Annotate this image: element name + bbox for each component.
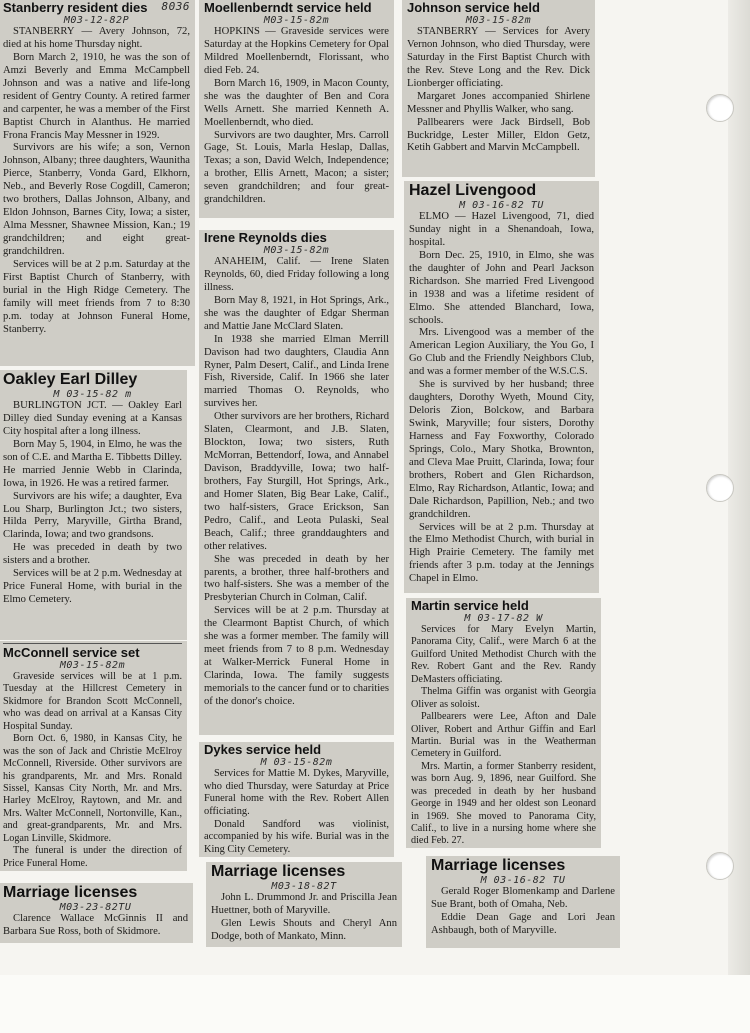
paragraph: Margaret Jones accompanied Shirlene Messner and Phyllis Walker, who sang. bbox=[407, 90, 590, 115]
paragraph: Mrs. Livengood was a member of the American Legion Auxiliary, the You Go, I Go Club and the Friendly Neighbors Club, and was a former member of the W.S.C.S. bbox=[409, 327, 594, 378]
date-annotation: M03-18-82T bbox=[271, 881, 337, 892]
paragraph: Born Dec. 25, 1910, in Elmo, she was the daughter of John and Pearl Jackson Richardson. She married Fred Livengood in 1938 and was a lifetime resident of Elmo. She attended Blanchard, Iowa, schools. bbox=[409, 249, 594, 326]
clipping-title: Irene Reynolds dies bbox=[204, 230, 327, 245]
date-annotation: M03-15-82m bbox=[465, 15, 532, 26]
paragraph: HOPKINS — Graveside services were Saturday at the Hopkins Cemetery for Opal Mildred Moellenberndt, Florissant, who died Feb. 24. bbox=[204, 26, 389, 76]
paragraph: Eddie Dean Gage and Lori Jean Ashbaugh, both of Maryville. bbox=[431, 911, 615, 936]
clipping-title: Dykes service held bbox=[204, 742, 322, 757]
date-annotation: M 03-16-82 TU bbox=[480, 875, 566, 886]
clipping-body bbox=[204, 26, 389, 207]
clipping-body bbox=[3, 913, 188, 939]
paragraph: ANAHEIM, Calif. — Irene Slaten Reynolds, 60, died Friday following a long illness. bbox=[204, 256, 389, 293]
clipping-body bbox=[407, 26, 590, 155]
clipping-mcconnell-service-set bbox=[0, 641, 187, 871]
clipping-title: Johnson service held bbox=[407, 0, 540, 15]
date-annotation: M 03-17-82 W bbox=[464, 613, 543, 624]
paragraph: Donald Sandford was violinist, accompanied by his wife. Burial was in the King City Cemetery. bbox=[204, 818, 389, 856]
paragraph: Glen Lewis Shouts and Cheryl Ann Dodge, both of Mankato, Minn. bbox=[211, 917, 397, 942]
clipping-marriage-licenses-middle bbox=[206, 862, 402, 947]
clipping-title: Martin service held bbox=[411, 598, 529, 613]
clipping-body bbox=[204, 256, 389, 709]
clipping-hazel-livengood bbox=[404, 181, 599, 593]
clipping-body bbox=[211, 892, 397, 944]
paragraph: Born March 16, 1909, in Macon County, she was the daughter of Ben and Cora Wells Arnett. She married Kenneth A. Moellenberndt, who died. bbox=[204, 77, 389, 128]
clipping-oakley-earl-dilley bbox=[0, 370, 187, 640]
clipping-body bbox=[204, 768, 389, 857]
clipping-title: Oakley Earl Dilley bbox=[3, 371, 138, 388]
paragraph: Graveside services will be at 1 p.m. Tuesday at the Hillcrest Cemetery in Skidmore for Brandon Scott McConnell, who was dead on arrival at a Kansas City Hospital Sunday. bbox=[3, 671, 182, 732]
paragraph: He was preceded in death by two sisters and a brother. bbox=[3, 542, 182, 567]
paragraph: Born Oct. 6, 1980, in Kansas City, he was the son of Jack and Christie McElroy McConnell, Riverside. Other survivors are his grandparents, Mr. and Mrs. Ronald Sissel, Kansas City North, Mr. and Mrs. Harley McElroy, Raytown, and Mr. and Mrs. Walter McConnell, Nortonville, Kan., and great-grandparents, Mr. and Mrs. Logan Linville, Skidmore. bbox=[3, 733, 182, 844]
clipping-stanberry-resident-dies bbox=[0, 0, 195, 366]
clipping-body bbox=[3, 671, 182, 870]
bottom-margin bbox=[0, 975, 750, 1033]
clipping-johnson-service-held bbox=[402, 0, 595, 177]
paragraph: Services will be at 2 p.m. Wednesday at Price Funeral Home, with burial in the Elmo Cemetery. bbox=[3, 568, 182, 606]
clipping-title: Marriage licenses bbox=[3, 884, 138, 901]
date-annotation: M03-12-82P bbox=[63, 15, 130, 26]
clipping-title: Hazel Livengood bbox=[409, 182, 537, 199]
clipping-title: McConnell service set bbox=[3, 645, 140, 660]
clipping-title: Marriage licenses bbox=[211, 863, 346, 880]
date-annotation: M03-15-82m bbox=[263, 15, 330, 26]
paragraph: Pallbearers were Jack Birdsell, Bob Buckridge, Lester Miller, Eldon Getz, Ketih Gabbert and Marvin McCampbell. bbox=[407, 116, 590, 154]
paragraph: ELMO — Hazel Livengood, 71, died Sunday night in a Shenandoah, Iowa, hospital. bbox=[409, 211, 594, 248]
date-annotation: M 03-15-82m bbox=[260, 757, 333, 768]
clipping-title: Marriage licenses bbox=[431, 857, 566, 874]
clipping-body bbox=[411, 624, 596, 848]
clipping-body bbox=[431, 886, 615, 938]
paragraph: Born May 5, 1904, in Elmo, he was the son of C.E. and Martha E. Tibbetts Dilley. He married Jennie Webb in Clarinda, Iowa, in 1926. He was a retired farmer. bbox=[3, 438, 182, 489]
clipping-marriage-licenses-right bbox=[426, 856, 620, 948]
paragraph: Thelma Giffin was organist with Georgia Oliver as soloist. bbox=[411, 686, 596, 710]
paragraph: In 1938 she married Elman Merrill Davison had two daughters, Claudia Ann Ryner, Palm Desert, Calif., and Linda Irene Fish, Riverside, Calif. In 1966 she later married Thomas O. Reynolds, who survives her. bbox=[204, 333, 389, 410]
paragraph: Survivors are his wife; a daughter, Eva Lou Sharp, Burlington Jct.; two sisters, Hilda Perry, Maryville, Girtha Brand, Clarinda, Iowa; and two grandsons. bbox=[3, 490, 182, 541]
paragraph: Mrs. Martin, a former Stanberry resident, was born Aug. 9, 1896, near Guilford. She was preceded in death by her husband George in 1949 and her oldest son Leonard in 1969. She moved to Panorama City, Calif., to live in a nursing home where she died Feb. 27. bbox=[411, 760, 596, 847]
paragraph: John L. Drummond Jr. and Priscilla Jean Huettner, both of Maryville. bbox=[211, 892, 397, 916]
paragraph: She is survived by her husband; three daughters, Dorothy Wyeth, Mound City, Deloris Zion, Bolckow, and Barbara Swink, Maryville; four sisters, Dorothy Harness and Fay Foxworthy, Colorado Springs, Colo., Mary Shotka, Brownton, and Cleva Mae Pruitt, Clarinda, Iowa; four brothers, Robert and Glen Richardson, Elmo, Ray Richardson, Atlantic, Iowa; and Dale Richardson, Papillion, Neb.; and two grandchildren. bbox=[409, 379, 594, 520]
paragraph: BURLINGTON JCT. — Oakley Earl Dilley died Sunday evening at a Kansas City hospital after a long illness. bbox=[3, 400, 182, 437]
clipping-body bbox=[3, 400, 182, 607]
page-edge bbox=[728, 0, 750, 1033]
paragraph: Services for Mattie M. Dykes, Maryville, who died Thursday, were Saturday at Price Funeral home with the Rev. Robert Allen officiating. bbox=[204, 768, 389, 818]
paragraph: STANBERRY — Services for Avery Vernon Johnson, who died Thursday, were Saturday in the First Baptist Church with the Rev. Steve Long and the Rev. Dick Lionberger officiating. bbox=[407, 26, 590, 89]
paragraph: Gerald Roger Blomenkamp and Darlene Sue Brant, both of Omaha, Neb. bbox=[431, 886, 615, 910]
date-annotation: M03-15-82m bbox=[263, 245, 330, 256]
clipping-irene-reynolds-dies bbox=[199, 230, 394, 735]
paragraph: She was preceded in death by her parents, a brother, three half-brothers and two half-sisters. She was a member of the Presbyterian Church in Colman, Calif. bbox=[204, 553, 389, 604]
clipping-body bbox=[3, 26, 190, 337]
paragraph: STANBERRY — Avery Johnson, 72, died at his home Thursday night. bbox=[3, 26, 190, 50]
binder-hole-top bbox=[706, 94, 734, 122]
date-annotation: M03-23-82TU bbox=[59, 902, 132, 913]
binder-hole-middle bbox=[706, 474, 734, 502]
clipping-title: Stanberry resident dies bbox=[3, 0, 148, 15]
date-annotation: M03-15-82m bbox=[59, 660, 126, 671]
paragraph: Born May 8, 1921, in Hot Springs, Ark., she was the daughter of Edgar Sherman and Mattie Jane McClard Slaten. bbox=[204, 294, 389, 332]
paragraph: Clarence Wallace McGinnis II and Barbara Sue Ross, both of Skidmore. bbox=[3, 913, 188, 937]
clipping-title: Moellenberndt service held bbox=[204, 0, 372, 15]
paragraph: Survivors are two daughter, Mrs. Carroll Gage, St. Louis, Marla Heslap, Dallas, Texas; a son, David Welch, Independence; a brother, Ellis Arnett, Macon; a sister; seven grandchildren; and four great-grandchildren. bbox=[204, 129, 389, 206]
paragraph: Services will be at 2 p.m. Saturday at the First Baptist Church of Stanberry, with burial in the High Ridge Cemetery. The family will meet friends from 7 to 8:30 p.m. today at Johnson Funeral Home, Stanberry. bbox=[3, 258, 190, 335]
date-annotation: M 03-15-82 m bbox=[53, 389, 132, 400]
paragraph: Other survivors are her brothers, Richard Slaten, Clearmont, and J.B. Slaten, Blockton, Iowa; two sisters, Ruth McMorran, Bettendorf, Iowa, and Annabel Davison, Braddyville, Iowa; two half-brothers, Fay Sturgill, Hot Springs, Ark., and Homer Slaten, Big Bear Lake, Calif., two half-sisters, Grace Erickson, San Pedro, Calif., and Leota Pulaski, Seal Beach, Calif.; three granddaughters and other relatives. bbox=[204, 411, 389, 552]
paragraph: Services for Mary Evelyn Martin, Panorama City, Calif., were March 6 at the Guilford United Methodist Church with the Rev. Robert Gant and the Rev. Randy DeMasters officiating. bbox=[411, 624, 596, 685]
paragraph: Survivors are his wife; a son, Vernon Johnson, Albany; three daughters, Waunitha Pierce, Stanberry, Vonda Gard, Elkhorn, Neb., and Beverly Rose Cogdill, Cameron; two brothers, Dallas Johnson, Albany, and Eldon Johnson, Barnes City, Iowa; a sister, Alma Messner, Shawnee Mission, Kan.; 19 grandchildren; and eight great-grandchildren. bbox=[3, 142, 190, 257]
divider bbox=[3, 643, 182, 644]
paragraph: Born March 2, 1910, he was the son of Amzi Beverly and Emma McCampbell Johnson and was a native and life-long resident of Gentry County. A retired farmer and carpenter, he was a member of the First Baptist Church in Alanthus. He married Frona Francis May Messner in 1929. bbox=[3, 51, 190, 141]
binder-hole-bottom bbox=[706, 852, 734, 880]
clipping-martin-service-held bbox=[406, 598, 601, 848]
margin-note: 8036 bbox=[161, 0, 190, 13]
date-annotation: M 03-16-82 TU bbox=[459, 200, 544, 211]
paragraph: Pallbearers were Lee, Afton and Dale Oliver, Robert and Arthur Giffin and Earl Martin. Burial was in the Weatherman Cemetery in Guilford. bbox=[411, 711, 596, 760]
paragraph: Services will be at 2 p.m. Thursday at the Elmo Methodist Church, with burial in High Prairie Cemetery. The family met friends after 3 p.m. today at the Jennings Chapel in Elmo. bbox=[409, 521, 594, 585]
clipping-body bbox=[409, 211, 594, 586]
clipping-moellenberndt-service-held bbox=[199, 0, 394, 218]
clipping-dykes-service-held bbox=[199, 742, 394, 857]
paragraph: Services will be at 2 p.m. Thursday at the Clearmont Baptist Church, of which she was a former member. The family will meet friends from 7 to 8 p.m. Wednesday at Walker-Merrick Funeral Home in Clarinda, Iowa. The family suggests memorials to the cancer fund or to charities of the donor's choice. bbox=[204, 605, 389, 707]
paragraph: The funeral is under the direction of Price Funeral Home. bbox=[3, 845, 182, 869]
clipping-marriage-licenses-left bbox=[0, 883, 193, 943]
